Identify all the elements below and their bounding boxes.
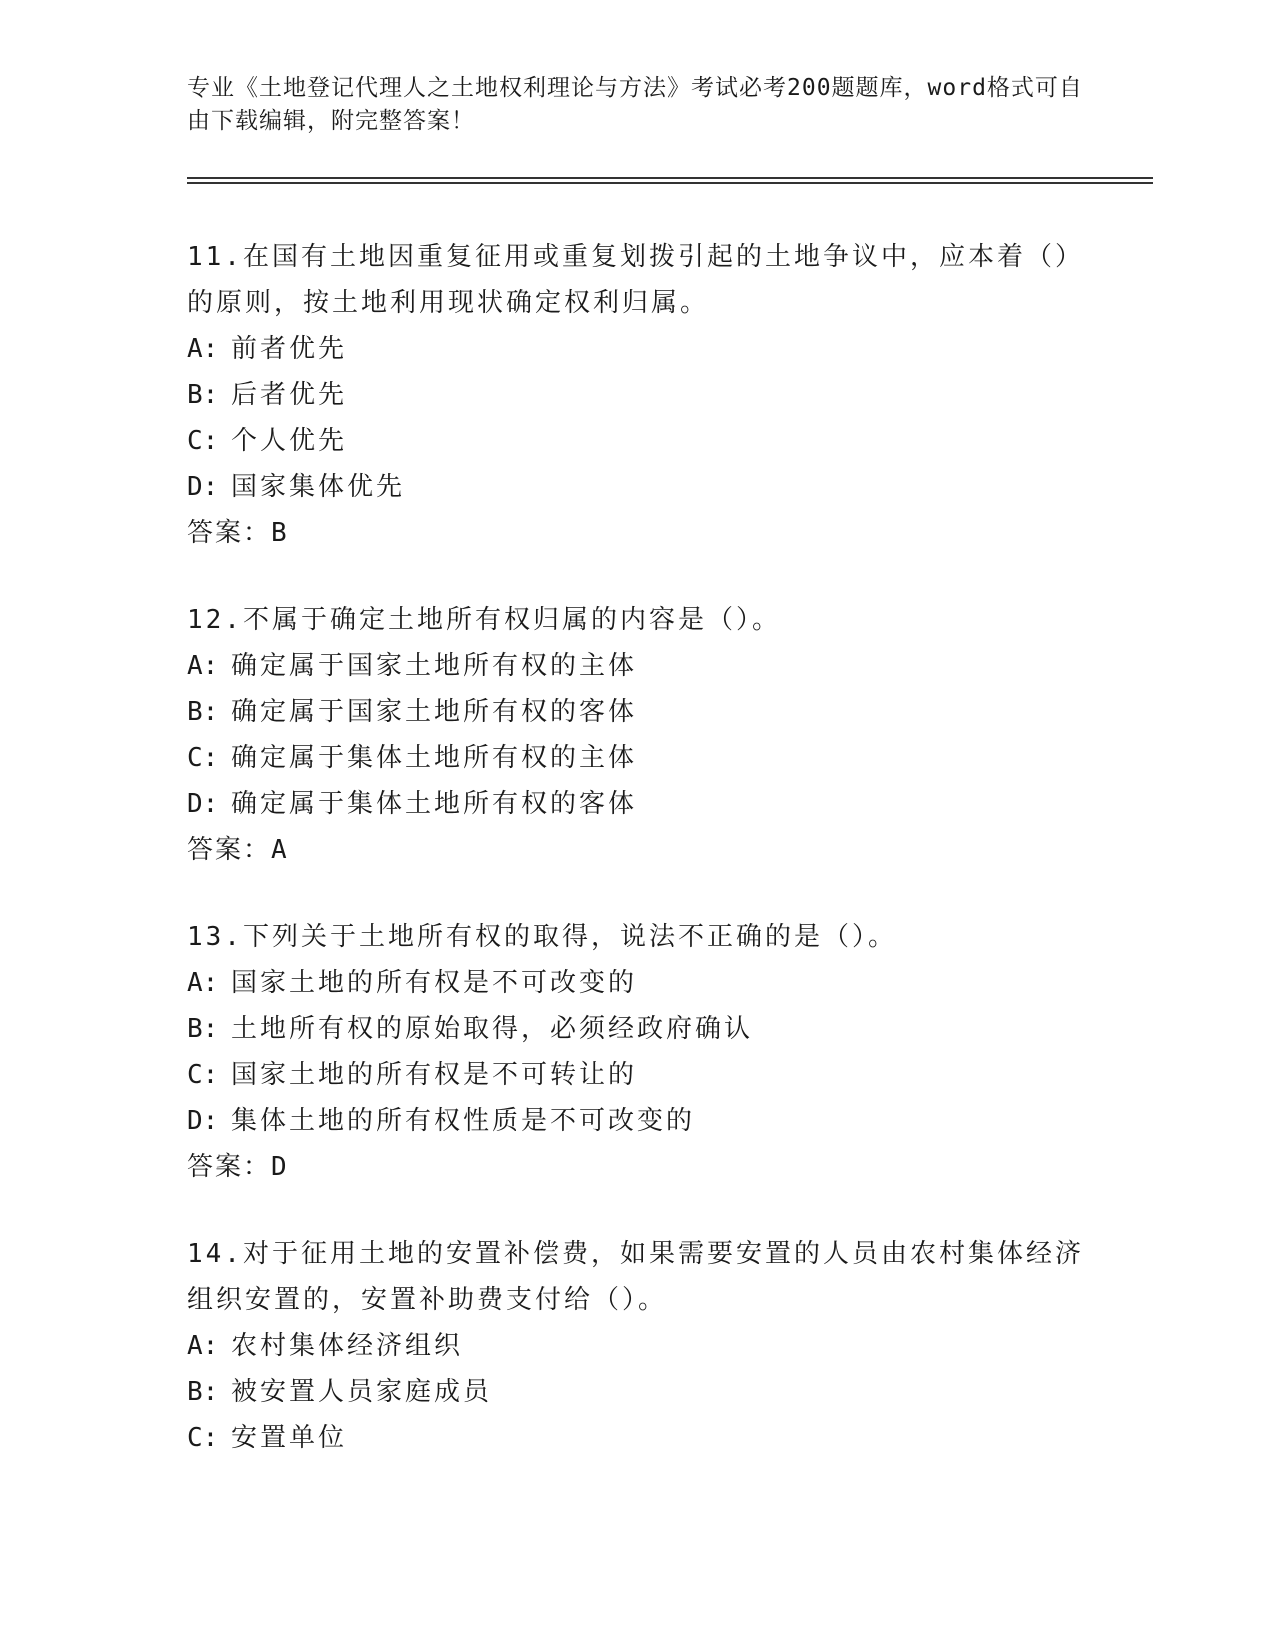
- answer-line: [187, 1144, 1087, 1190]
- option-key: A:: [187, 334, 219, 364]
- option-c: [187, 418, 1087, 464]
- option-text: 国家集体优先: [231, 472, 406, 502]
- option-a: [187, 643, 1087, 689]
- answer-label: 答案：: [187, 518, 272, 548]
- answer-line: [187, 510, 1087, 556]
- answer-value: A: [271, 835, 289, 865]
- question-14: [187, 1231, 1087, 1461]
- option-key: D:: [187, 1106, 219, 1136]
- question-12: [187, 597, 1087, 873]
- option-d: [187, 464, 1087, 510]
- option-c: [187, 1415, 1087, 1461]
- answer-value: B: [271, 518, 289, 548]
- option-text: 确定属于国家土地所有权的主体: [231, 651, 638, 681]
- answer-value: D: [271, 1152, 289, 1182]
- option-text: 前者优先: [231, 334, 348, 364]
- option-text: 个人优先: [231, 426, 348, 456]
- option-text: 被安置人员家庭成员: [231, 1377, 493, 1407]
- option-text: 安置单位: [231, 1423, 348, 1453]
- option-text: 后者优先: [231, 380, 348, 410]
- question-11: [187, 234, 1087, 556]
- option-d: [187, 1098, 1087, 1144]
- answer-label: 答案：: [187, 835, 272, 865]
- document-header: [187, 72, 1087, 138]
- question-stem: 在国有土地因重复征用或重复划拨引起的土地争议中，应本着（）的原则，按土地利用现状确定权利归属。: [187, 242, 1084, 318]
- option-key: A:: [187, 968, 219, 998]
- answer-line: [187, 827, 1087, 873]
- option-text: 国家土地的所有权是不可改变的: [231, 968, 638, 998]
- question-list: [187, 234, 1087, 1502]
- option-key: B:: [187, 380, 219, 410]
- option-key: B:: [187, 1014, 219, 1044]
- option-key: B:: [187, 1377, 219, 1407]
- option-key: B:: [187, 697, 219, 727]
- question-number: 14.: [187, 1239, 243, 1269]
- option-text: 土地所有权的原始取得，必须经政府确认: [231, 1014, 754, 1044]
- option-text: 确定属于集体土地所有权的主体: [231, 743, 638, 773]
- question-text: [187, 1231, 1087, 1323]
- option-a: [187, 1323, 1087, 1369]
- question-text: [187, 234, 1087, 326]
- option-b: [187, 689, 1087, 735]
- option-a: [187, 960, 1087, 1006]
- question-text: [187, 597, 1087, 643]
- question-number: 11.: [187, 242, 243, 272]
- option-key: C:: [187, 1423, 219, 1453]
- option-b: [187, 1006, 1087, 1052]
- option-c: [187, 735, 1087, 781]
- header-intro-text: 专业《土地登记代理人之土地权利理论与方法》考试必考200题题库，word格式可自由下载编辑，附完整答案！: [187, 75, 1083, 134]
- header-divider-top: [187, 177, 1153, 179]
- option-text: 确定属于集体土地所有权的客体: [231, 789, 638, 819]
- question-number: 12.: [187, 605, 243, 635]
- option-text: 确定属于国家土地所有权的客体: [231, 697, 638, 727]
- option-key: A:: [187, 1331, 219, 1361]
- option-key: D:: [187, 789, 219, 819]
- option-b: [187, 1369, 1087, 1415]
- answer-label: 答案：: [187, 1152, 272, 1182]
- question-stem: 对于征用土地的安置补偿费，如果需要安置的人员由农村集体经济组织安置的，安置补助费支付给（）。: [187, 1239, 1084, 1315]
- option-key: C:: [187, 1060, 219, 1090]
- option-key: C:: [187, 743, 219, 773]
- option-key: C:: [187, 426, 219, 456]
- header-divider-bottom: [187, 182, 1153, 184]
- option-c: [187, 1052, 1087, 1098]
- option-b: [187, 372, 1087, 418]
- question-number: 13.: [187, 922, 243, 952]
- question-text: [187, 914, 1087, 960]
- option-text: 集体土地的所有权性质是不可改变的: [231, 1106, 696, 1136]
- option-key: A:: [187, 651, 219, 681]
- option-key: D:: [187, 472, 219, 502]
- option-text: 国家土地的所有权是不可转让的: [231, 1060, 638, 1090]
- question-13: [187, 914, 1087, 1190]
- option-a: [187, 326, 1087, 372]
- option-d: [187, 781, 1087, 827]
- option-text: 农村集体经济组织: [231, 1331, 464, 1361]
- question-stem: 下列关于土地所有权的取得，说法不正确的是（）。: [242, 922, 897, 952]
- question-stem: 不属于确定土地所有权归属的内容是（）。: [242, 605, 781, 635]
